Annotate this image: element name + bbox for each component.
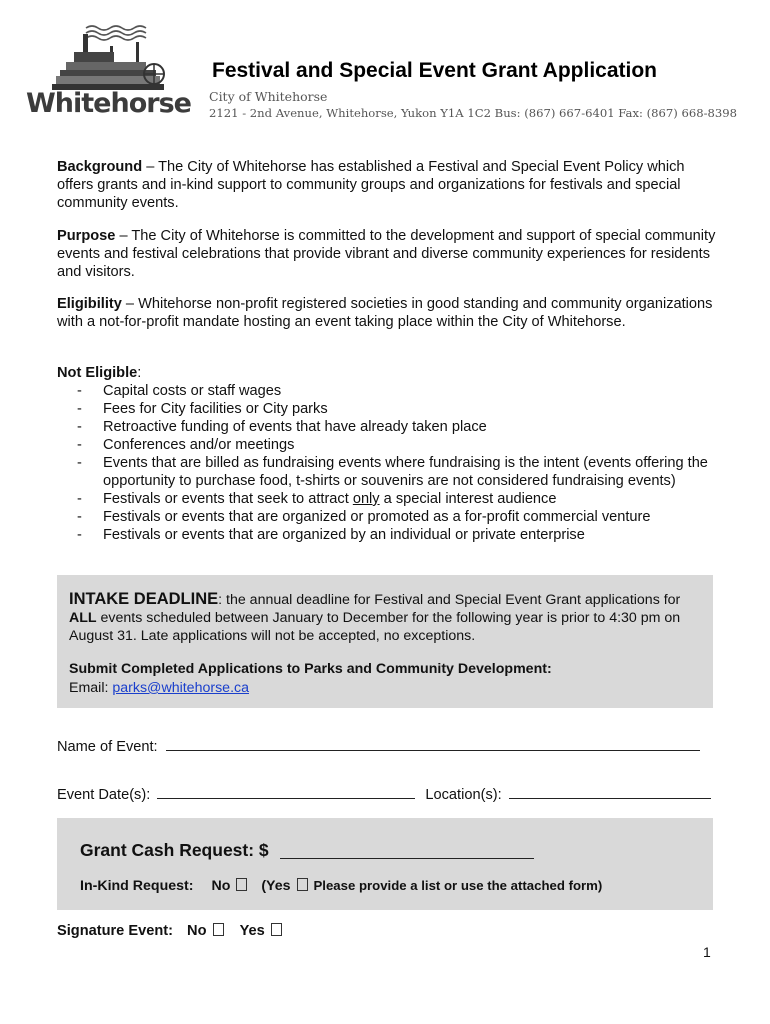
location-label: Location(s): (425, 787, 502, 803)
list-item-text: Conferences and/or meetings (103, 437, 295, 453)
list-dash: - (77, 509, 82, 525)
inkind-yes-label: (Yes (261, 878, 291, 894)
grant-request-panel (57, 818, 713, 910)
list-item-text: Retroactive funding of events that have already taken place (103, 419, 487, 435)
intake-deadline-text (69, 590, 709, 645)
list-item-text: Festivals or events that are organized by an individual or private enterprise (103, 527, 585, 543)
submit-heading: Submit Completed Applications to Parks and Community Development: (69, 661, 552, 677)
inkind-request-row (80, 878, 602, 894)
event-dates-row (57, 784, 711, 803)
list-item (76, 526, 716, 544)
inkind-no-label: No (211, 878, 231, 894)
list-item (76, 382, 716, 400)
list-item-text: Fees for City facilities or City parks (103, 401, 328, 417)
event-dates-field[interactable] (157, 784, 415, 799)
list-dash: - (77, 383, 82, 399)
logo-wordmark: Whitehorse (26, 88, 191, 119)
list-item (76, 454, 716, 490)
grant-cash-field[interactable] (280, 842, 534, 859)
list-item (76, 490, 716, 508)
list-item (76, 508, 716, 526)
inkind-yes-checkbox[interactable] (297, 878, 308, 891)
list-item-text: Capital costs or staff wages (103, 383, 282, 399)
signature-yes-checkbox[interactable] (271, 923, 282, 936)
list-dash: - (77, 401, 82, 417)
list-item (76, 400, 716, 418)
list-item-text: Festivals or events that are organized or promoted as a for-profit commercial venture (103, 509, 651, 525)
list-item-text: Festivals or events that seek to attract (103, 491, 353, 507)
event-name-field[interactable] (166, 736, 700, 751)
intake-deadline-heading: INTAKE DEADLINE (69, 590, 219, 608)
email-link[interactable]: parks@whitehorse.ca (112, 680, 249, 696)
purpose-heading: Purpose (57, 228, 116, 244)
signature-event-row (57, 923, 288, 939)
intake-text-part: : the annual deadline for Festival and Special Event Grant applications for (218, 592, 681, 608)
list-dash: - (77, 455, 82, 471)
purpose-paragraph (57, 227, 717, 281)
inkind-yes-note: Please provide a list or use the attached form) (313, 878, 603, 893)
list-item-emphasis: only (352, 491, 380, 507)
signature-no-label: No (187, 923, 207, 939)
not-eligible-heading: Not Eligible (57, 365, 138, 381)
inkind-no-checkbox[interactable] (236, 878, 247, 891)
event-name-label: Name of Event: (57, 739, 158, 755)
background-paragraph (57, 158, 717, 212)
intake-text-bold: ALL (69, 610, 97, 626)
email-row (69, 680, 249, 696)
list-item (76, 418, 716, 436)
background-heading: Background (57, 159, 143, 175)
page-number: 1 (703, 944, 711, 960)
purpose-text: – The City of Whitehorse is committed to the development and support of special community events and festival celebrations that provide vibrant and diverse community experiences for residents and visitors. (57, 228, 716, 280)
eligibility-text: – Whitehorse non-profit registered societies in good standing and community organizations with a not-for-profit mandate hosting an event taking place within the City of Whitehorse. (57, 296, 713, 330)
grant-cash-label: Grant Cash Request: $ (80, 840, 269, 860)
not-eligible-colon: : (137, 365, 142, 381)
event-name-row (57, 736, 700, 755)
signature-yes-label: Yes (239, 923, 265, 939)
list-item (76, 436, 716, 454)
eligibility-heading: Eligibility (57, 296, 122, 312)
eligibility-paragraph (57, 295, 717, 331)
list-item-text-rest: a special interest audience (379, 491, 557, 507)
signature-no-checkbox[interactable] (213, 923, 224, 936)
organization-name: City of Whitehorse (209, 89, 328, 104)
list-dash: - (77, 527, 82, 543)
page-title: Festival and Special Event Grant Application (212, 59, 657, 82)
intake-text-part: events scheduled between January to December for the following year is prior to 4:30 pm on August 31. Late applications will not be accepted, no exceptions. (69, 610, 681, 644)
list-item-text: Events that are billed as fundraising events where fundraising is the intent (events offering the opportunity to purchase food, t-shirts or souvenirs are not considered fundraising events) (103, 455, 708, 489)
background-text: – The City of Whitehorse has established a Festival and Special Event Policy which offers grants and in-kind support to community groups and organizations for festivals and special community events. (57, 159, 685, 211)
signature-event-label: Signature Event: (57, 923, 173, 939)
not-eligible-heading-row (57, 364, 717, 382)
email-label: Email: (69, 680, 113, 696)
location-field[interactable] (509, 784, 711, 799)
inkind-label: In-Kind Request: (80, 878, 194, 894)
list-dash: - (77, 491, 82, 507)
organization-address: 2121 - 2nd Avenue, Whitehorse, Yukon Y1A 1C2 Bus: (867) 667-6401 Fax: (867) 668-8398 (209, 106, 738, 120)
not-eligible-list (76, 382, 716, 544)
list-dash: - (77, 419, 82, 435)
list-dash: - (77, 437, 82, 453)
event-dates-label: Event Date(s): (57, 787, 151, 803)
